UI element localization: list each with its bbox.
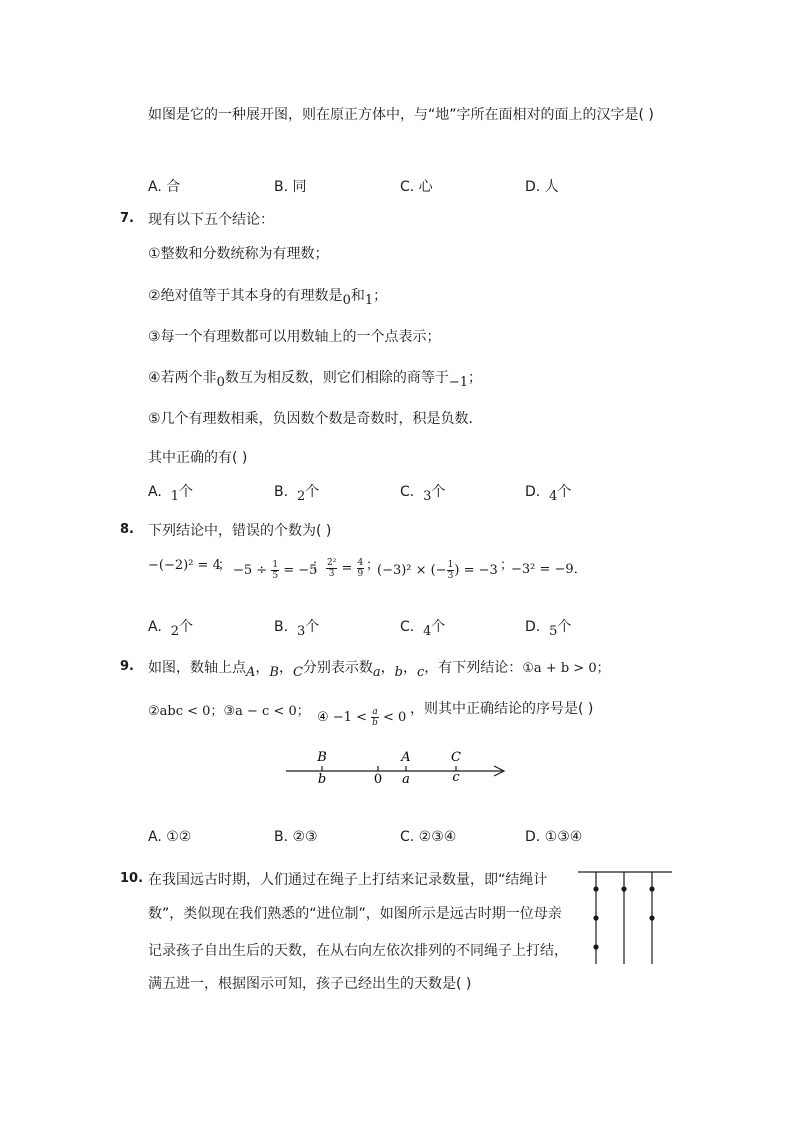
q8-sep-2: ； — [312, 558, 326, 573]
q8-sep-4: ； — [500, 558, 514, 573]
q9-conclusion-3: ③a − c < 0； — [223, 704, 310, 719]
q10-stem-line3: 记录孩子自出生后的天数，在从右向左依次排列的不同绳子上打结， — [148, 943, 568, 959]
fraction-2sq-3: $\frac{\text{2²}}{3}$ — [327, 558, 337, 579]
fraction-1-3: $\frac{1}{3}$ — [447, 560, 454, 581]
q9-conclusion-2: ②abc < 0； — [148, 704, 224, 719]
q7-statement-4-text: 若两个非 — [160, 370, 217, 386]
q9-option-d[interactable]: D. ①③④ — [525, 829, 583, 845]
q7-statement-5-text: 几个有理数相乘，负因数个数是奇数时，积是负数． — [160, 411, 483, 427]
q7-statement-5 — [148, 408, 483, 428]
q7-statement-4 — [148, 367, 483, 390]
q9-conclusion-4: ④ −1 < $\frac{a}{b}$ < 0 — [317, 707, 407, 728]
q7-statement-2-end: ； — [373, 288, 388, 304]
knot-icon — [649, 886, 654, 891]
q7-statement-3 — [148, 326, 441, 346]
fraction-a-b: $\frac{a}{b}$ — [372, 707, 378, 728]
circled-5-icon: ⑤ — [148, 411, 161, 427]
knot-icon — [593, 944, 598, 949]
q6-option-c[interactable]: C. 心 — [400, 179, 433, 195]
circled-1-icon: ① — [148, 246, 161, 262]
q7-statement-4-value-neg1: −1 — [448, 375, 469, 390]
q10-stem-line4: 满五进一，根据图示可知，孩子已经出生的天数是( ) — [148, 976, 472, 992]
q7-option-b[interactable]: B. 2个 — [274, 484, 320, 504]
q8-expr-4: (−3)² × (− $\frac{1}{3}$ ) = −3 — [377, 560, 498, 581]
q7-statement-1 — [148, 243, 329, 263]
q8-sep-3: ； — [366, 558, 380, 573]
q7-statement-2 — [148, 285, 388, 308]
label-point-B: B — [317, 750, 327, 765]
q8-option-c[interactable]: C. 4个 — [400, 619, 446, 639]
q6-stem: 如图是它的一种展开图，则在原正方体中，与“地”字所在面相对的面上的汉字是( ) — [148, 107, 654, 123]
q7-option-a[interactable]: A. 1个 — [148, 484, 193, 504]
q7-statement-2-text: 绝对值等于其本身的有理数是 — [160, 288, 343, 304]
q10-stem-line2: 数”，类似现在我们熟悉的“进位制”，如图所示是远古时期一位母亲 — [148, 906, 562, 922]
circled-3-icon: ③ — [148, 329, 161, 345]
q8-expr-5: −3² = −9． — [511, 562, 587, 577]
knot-icon — [593, 886, 598, 891]
q6-option-d[interactable]: D. 人 — [525, 179, 559, 195]
label-point-C: C — [451, 750, 461, 765]
label-value-b: b — [317, 772, 327, 787]
q10-number: 10. — [120, 871, 144, 886]
q8-expr-2: −5 ÷ $\frac{1}{5}$ = −5 — [233, 560, 318, 581]
fraction-4-9: $\frac{4}{9}$ — [357, 558, 364, 579]
q9-option-b[interactable]: B. ②③ — [274, 829, 318, 845]
knot-icon — [593, 915, 598, 920]
q9-stem-tail: ，则其中正确结论的序号是( ) — [410, 701, 594, 717]
q9-number: 9. — [120, 659, 134, 674]
q7-statement-2-and: 和 — [350, 288, 365, 304]
q7-stem: 现有以下五个结论： — [148, 212, 274, 228]
number-line-diagram — [280, 745, 512, 791]
label-value-a: a — [402, 772, 410, 787]
q8-sep-1: ； — [218, 558, 232, 573]
q7-statement-4-value-0: 0 — [216, 375, 225, 390]
q9-option-a[interactable]: A. ①② — [148, 829, 192, 845]
label-point-A: A — [401, 750, 411, 765]
q8-number: 8. — [120, 522, 134, 537]
q6-option-a[interactable]: A. 合 — [148, 179, 181, 195]
knot-counting-diagram — [578, 868, 674, 966]
circled-4-icon: ④ — [148, 370, 161, 386]
q9-stem-line1: 如图，数轴上点A，B，C分别表示数a，b，c，有下列结论：①a + b > 0； — [148, 660, 610, 680]
q8-option-d[interactable]: D. 5个 — [525, 619, 572, 639]
q8-expr-1: −(−2)² = 4 — [148, 558, 221, 573]
q7-question: 其中正确的有( ) — [148, 450, 248, 466]
q8-option-b[interactable]: B. 3个 — [274, 619, 320, 639]
q9-option-c[interactable]: C. ②③④ — [400, 829, 457, 845]
q8-stem: 下列结论中，错误的个数为( ) — [148, 523, 332, 539]
q7-number: 7. — [120, 211, 134, 226]
q7-statement-2-value-0: 0 — [342, 293, 351, 308]
knot-icon — [649, 915, 654, 920]
knot-icon — [621, 886, 626, 891]
q7-statement-4-end: ； — [468, 370, 483, 386]
q7-statement-3-text: 每一个有理数都可以用数轴上的一个点表示； — [160, 329, 441, 345]
q7-statement-2-value-1: 1 — [364, 293, 374, 308]
q8-expr-3: $\frac{\text{2²}}{3}$ = $\frac{4}{9}$ — [327, 558, 364, 579]
q6-option-b[interactable]: B. 同 — [274, 179, 307, 195]
q7-statement-4-text-b: 数互为相反数，则它们相除的商等于 — [224, 370, 449, 386]
fraction-1-5: $\frac{1}{5}$ — [272, 560, 279, 581]
label-value-c: c — [452, 770, 460, 785]
q8-option-a[interactable]: A. 2个 — [148, 619, 193, 639]
q7-option-c[interactable]: C. 3个 — [400, 484, 446, 504]
q9-stem-line2 — [148, 700, 310, 719]
q9-conclusion-1: ①a + b > 0； — [522, 661, 610, 676]
q10-stem-line1: 在我国远古时期，人们通过在绳子上打结来记录数量，即“结绳计 — [148, 872, 548, 888]
q7-statement-1-text: 整数和分数统称为有理数； — [160, 246, 329, 262]
label-zero: 0 — [373, 772, 383, 787]
q7-option-d[interactable]: D. 4个 — [525, 484, 572, 504]
circled-2-icon: ② — [148, 288, 161, 304]
